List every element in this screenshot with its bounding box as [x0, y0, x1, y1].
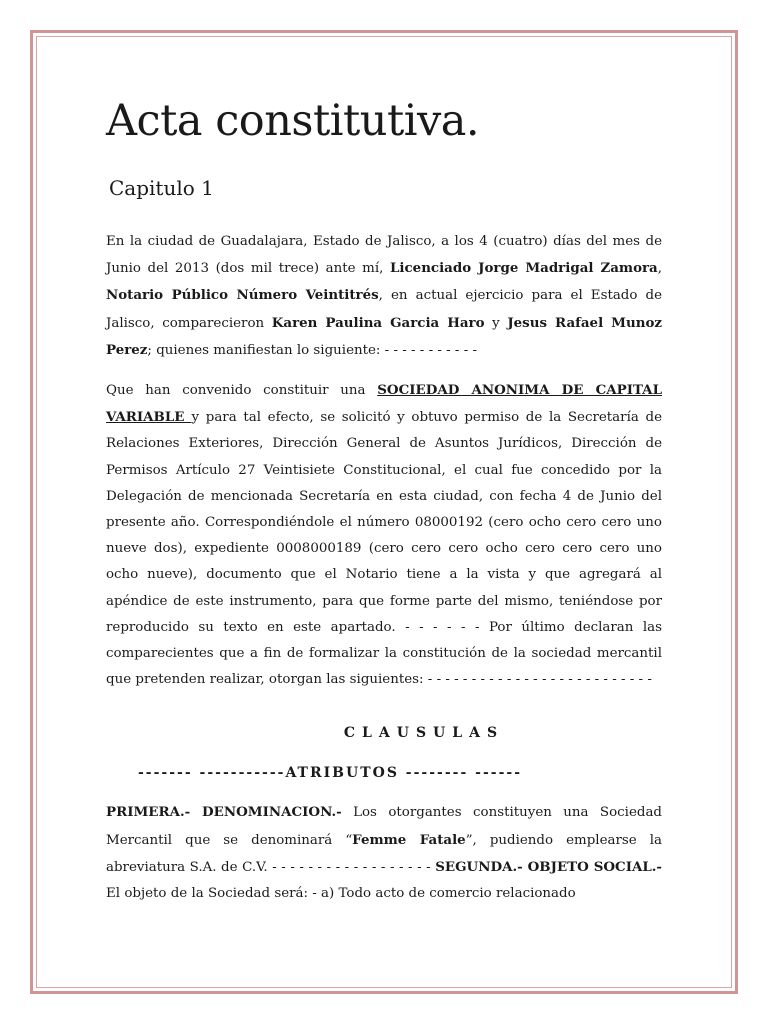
notary-name: Licenciado Jorge Madrigal Zamora [390, 260, 658, 277]
text-run: , en actual ejercicio para el Estado de Jalisco, comparecieron [106, 288, 662, 331]
text-run: y para tal efecto, se solicitó y obtuvo permiso de la Secretaría de Relaciones Exteriores, Dirección General de Asuntos Jurídicos, Dirección de Permisos Artículo 27 Veintisiete Constitucional, el cual fue concedido por la Delegación de mencionada Secretaría en esta ciudad, con fecha 4 de Junio del presente año. Correspondiéndole el número 08000192 (cero ocho cero cero uno nueve dos), expediente 0008000189 (cero cero cero ocho cero cero cero uno ocho nueve), documento que el Notario tiene a la vista y que agregará al apéndice de este instrumento, para que forme parte del mismo, teniéndose por reproducido su texto en este apartado. - - - - - - Por último declaran las comparecientes que a fin de formalizar la constitución de la sociedad mercantil que pretenden realizar, otorgan las siguientes: - - - - - - - - - - - - - - - - - - - - - - - - - - [106, 410, 662, 688]
text-run: ; quienes manifiestan lo siguiente: - - - - - - - - - - - [147, 342, 478, 358]
company-name: Femme Fatale [352, 831, 466, 848]
clause-segunda-label: SEGUNDA.- OBJETO SOCIAL.- [435, 858, 662, 875]
appearing-party-2: Jesus Rafael Munoz Perez [106, 314, 663, 358]
text-run: En la ciudad de Guadalajara, Estado de Jalisco, a los 4 (cuatro) días del mes de Junio del 2013 (dos mil trece) ante mí, [106, 234, 662, 277]
company-type: SOCIEDAD ANONIMA DE CAPITAL VARIABLE [106, 382, 662, 426]
paragraph-intro [106, 229, 662, 364]
text-run: Que han convenido constituir una [106, 383, 378, 399]
document-body [106, 93, 662, 907]
clausulas-heading: CLAUSULAS [343, 725, 505, 742]
document-page [30, 30, 738, 994]
document-title: Acta constitutiva. [106, 96, 480, 146]
appearing-party-1: Karen Paulina Garcia Haro [271, 314, 485, 331]
clause-primera-label: PRIMERA.- DENOMINACION.- [106, 804, 342, 821]
paragraph-agreement [106, 377, 662, 693]
text-run: , [657, 261, 662, 277]
text-run: El objeto de la Sociedad será: - a) Todo acto de comercio relacionado [106, 886, 576, 902]
text-run: ”, pudiendo emplearse la abreviatura S.A. de C.V. - - - - - - - - - - - - - - - - - - [106, 832, 662, 875]
chapter-heading: Capitulo 1 [109, 176, 214, 200]
text-run: Los otorgantes constituyen una Sociedad Mercantil que se denominará “ [106, 805, 662, 848]
text-run: y [484, 315, 508, 331]
paragraph-clauses [106, 799, 662, 907]
atributos-heading: ------- -----------ATRIBUTOS -------- ------ [138, 765, 523, 782]
notary-title: Notario Público Número Veintitrés [106, 287, 379, 304]
